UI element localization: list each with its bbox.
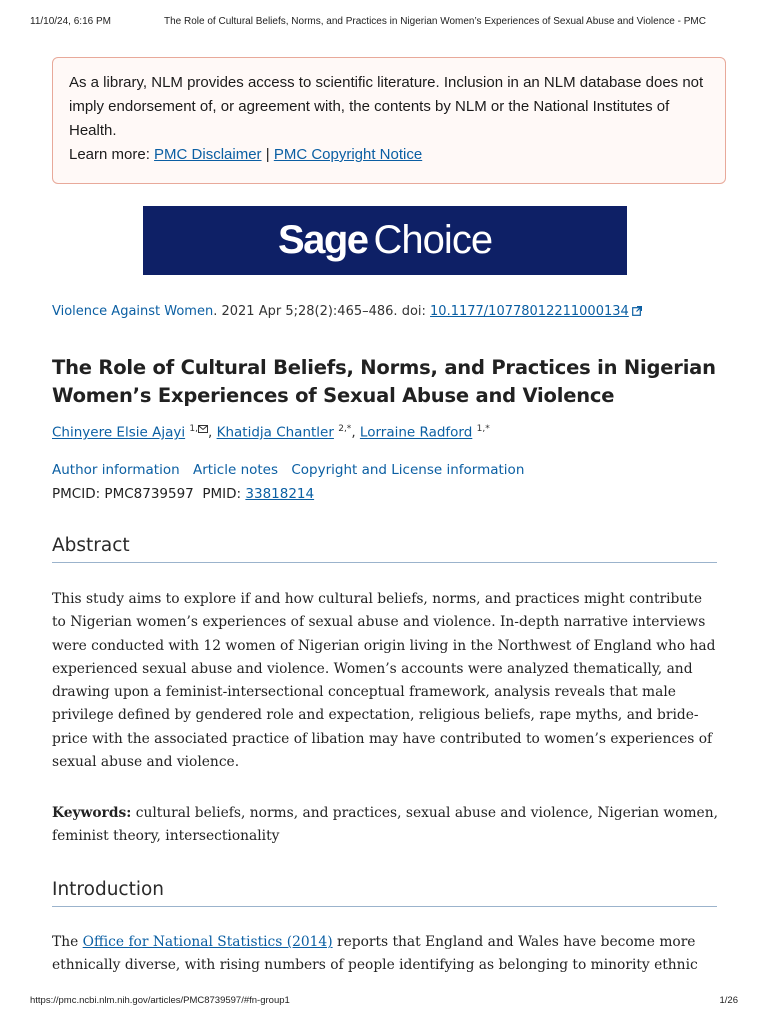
logo-word-sage: Sage (277, 218, 368, 262)
intro-lead: The (52, 934, 83, 950)
pmc-disclaimer-link[interactable]: PMC Disclaimer (154, 146, 262, 163)
copyright-license-link[interactable]: Copyright and License information (291, 462, 525, 478)
article-meta-links (52, 462, 732, 478)
print-datetime: 11/10/24, 6:16 PM (30, 16, 111, 27)
print-header (30, 16, 728, 27)
ons-reference-link[interactable]: Office for National Statistics (2014) (82, 934, 333, 950)
article-notes-link[interactable]: Article notes (192, 462, 279, 478)
mail-icon[interactable] (198, 425, 208, 433)
journal-link[interactable]: Violence Against Women (52, 304, 214, 319)
notice-learn-more (69, 143, 709, 167)
sage-choice-logo (278, 218, 492, 263)
article-title: The Role of Cultural Beliefs, Norms, and Practices in Nigerian Women’s Experiences of Sexual Abuse and Violence (52, 356, 716, 407)
pmcid-label: PMCID: PMC8739597 (52, 486, 194, 502)
author-link[interactable]: Khatidja Chantler (216, 424, 334, 441)
pmid-label: PMID: (202, 486, 242, 502)
pmid-link[interactable]: 33818214 (245, 486, 315, 502)
abstract-text: This study aims to explore if and how cultural beliefs, norms, and practices might contribute to Nigerian women’s experiences of sexual abuse and violence. In-depth narrative interviews were conducted with 12 women of Nigerian origin living in the Northwest of England who had experienced sexual abuse and violence. Women’s accounts were analyzed thematically, and drawing upon a feminist-intersectional conceptual framework, analysis reveals that male privilege defined by gendered role and expectation, religious beliefs, rape myths, and bride-price with the associated practice of libation may have contributed to women’s experiences of sexual abuse and violence. (52, 591, 716, 771)
article-identifiers (52, 486, 732, 502)
introduction-heading: Introduction (52, 879, 717, 907)
nlm-disclaimer-notice (52, 57, 726, 184)
keywords-text: cultural beliefs, norms, and practices, sexual abuse and violence, Nigerian women, feminist theory, intersectionality (52, 805, 718, 845)
print-doc-title: The Role of Cultural Beliefs, Norms, and Practices in Nigerian Women’s Experiences of Sexual Abuse and Violence - PMC (164, 16, 706, 27)
author-link[interactable]: Lorraine Radford (359, 424, 473, 441)
author-affiliation: 1,* (476, 424, 490, 434)
link-separator: | (265, 146, 270, 163)
author-link[interactable]: Chinyere Elsie Ajayi (52, 424, 186, 441)
sage-choice-banner (143, 206, 627, 275)
intro-body: reports that England and Wales have become more ethnically diverse, with rising numbers of people identifying as belonging to minority ethnic (52, 934, 698, 974)
author-affiliation: 1, (189, 424, 198, 434)
learn-more-label: Learn more: (69, 146, 150, 163)
author-affiliation: 2,* (338, 424, 352, 434)
citation-details: . 2021 Apr 5;28(2):465–486. doi: (213, 304, 431, 319)
author-list: Chinyere Elsie Ajayi $^{1,}$ , Khatidja Chantler $^{2,*}$, Lorraine Radford $^{1,*}$ (52, 424, 490, 441)
logo-word-choice: Choice (373, 218, 493, 262)
introduction-text (52, 931, 720, 978)
abstract-heading: Abstract (52, 535, 717, 563)
notice-text: As a library, NLM provides access to scientific literature. Inclusion in an NLM database does not imply endorsement of, or agreement with, the contents by NLM or the National Institutes of Health. (69, 74, 704, 139)
pmc-copyright-notice-link[interactable]: PMC Copyright Notice (273, 146, 423, 163)
external-link-icon (632, 306, 642, 316)
doi-link[interactable]: 10.1177/10778012211000134 (430, 304, 629, 319)
print-url: https://pmc.ncbi.nlm.nih.gov/articles/PMC8739597/#fn-group1 (30, 995, 290, 1006)
keywords-label: Keywords: (52, 805, 132, 821)
keywords (52, 802, 720, 849)
author-information-link[interactable]: Author information (52, 462, 180, 478)
print-footer (30, 995, 738, 1006)
citation-line (52, 304, 732, 319)
page-number: 1/26 (719, 995, 738, 1006)
